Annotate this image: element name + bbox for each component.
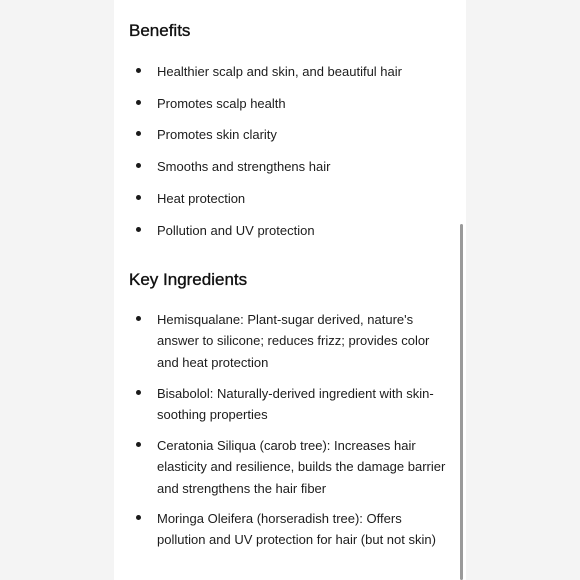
ingredient-text: Moringa Oleifera (horseradish tree): Offers pollution and UV protection for hair (but not skin) [157, 511, 436, 548]
product-details-panel [114, 0, 466, 580]
ingredient-text: Ceratonia Siliqua (carob tree): Increases hair elasticity and resilience, builds the damage barrier and strengthens the hair fiber [157, 438, 446, 496]
ingredient-text: Bisabolol: Naturally-derived ingredient with skin-soothing properties [157, 386, 434, 423]
benefit-text: Smooths and strengthens hair [157, 159, 331, 174]
bullet-icon [136, 442, 141, 447]
scrollbar[interactable] [460, 224, 463, 580]
bullet-icon [136, 515, 141, 520]
bullet-icon [136, 163, 141, 168]
benefit-text: Pollution and UV protection [157, 223, 315, 238]
benefit-text: Heat protection [157, 191, 246, 206]
ingredient-text: Hemisqualane: Plant-sugar derived, nature's answer to silicone; reduces frizz; provides color and heat protection [157, 312, 430, 370]
bullet-icon [136, 68, 141, 73]
bullet-icon [136, 131, 141, 136]
bullet-icon [136, 390, 141, 395]
bullet-icon [136, 195, 141, 200]
benefit-text: Promotes skin clarity [157, 127, 277, 142]
benefit-text: Healthier scalp and skin, and beautiful hair [157, 64, 402, 79]
benefit-text: Promotes scalp health [157, 96, 286, 111]
bullet-icon [136, 100, 141, 105]
bullet-icon [136, 316, 141, 321]
key-ingredients-heading: Key Ingredients [129, 270, 248, 289]
bullet-icon [136, 227, 141, 232]
benefits-heading: Benefits [129, 21, 191, 40]
